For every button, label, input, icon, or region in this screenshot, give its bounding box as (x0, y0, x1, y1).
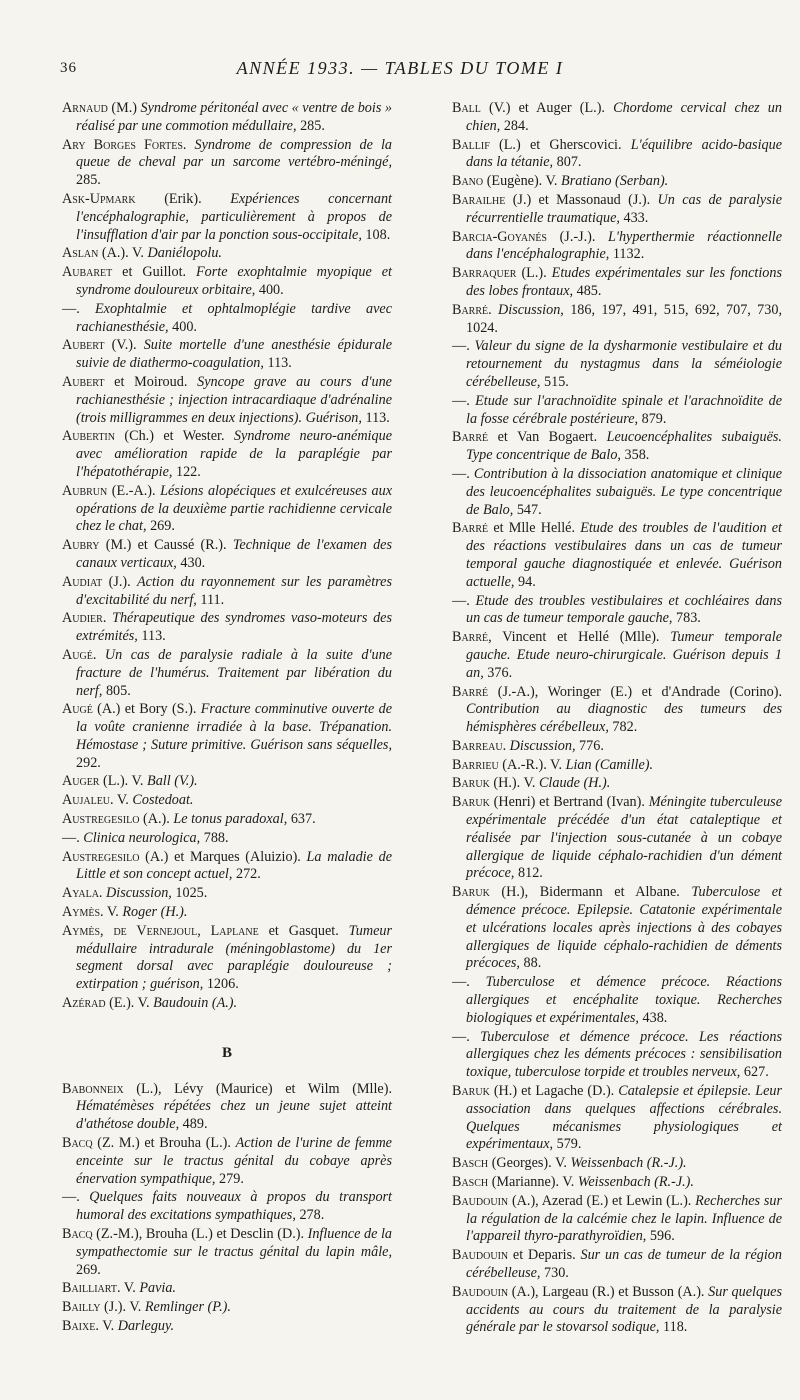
entry-connector: (V.) et Auger (L.). (480, 100, 614, 116)
index-entry (62, 483, 392, 536)
entry-title: Weissenbach (R.-J.). (570, 1155, 687, 1172)
entry-connector: (Z. M.) et Brouha (L.). (92, 1135, 236, 1152)
index-entry (62, 137, 392, 190)
index-entry (452, 100, 782, 136)
page-ref: 485. (573, 282, 602, 299)
entry-connector: et Moiroud. (104, 373, 198, 390)
page-ref: 776. (575, 737, 604, 754)
entry-connector: (L.) et Gherscovici. (489, 136, 631, 153)
page-ref: 358. (620, 447, 650, 464)
author-name: Basch (452, 1174, 489, 1191)
entry-title: Quelques faits nouveaux à propos du transport humoral des excitations sympathiques, (76, 1189, 392, 1224)
index-entry (452, 429, 782, 465)
page-ref: 376. (483, 664, 513, 681)
entry-connector: (A.) et Marques (Aluizio). (139, 848, 307, 865)
entry-title: Recherches sur la régulation de la calcémie chez le lapin. Influence de l'appareil thyro-parathyroïdien, (466, 1192, 782, 1245)
section-letter: B (221, 1044, 232, 1061)
running-head: ANNÉE 1933. — TABLES DU TOME I (236, 58, 564, 78)
page-number: 36 (60, 60, 77, 76)
index-entry (62, 811, 392, 829)
index-entry (452, 1284, 782, 1337)
author-name: Aubrun (62, 482, 108, 499)
author-name: Ask-Upmark (62, 190, 136, 207)
author-name: Barré (452, 520, 489, 537)
index-entry (62, 830, 392, 848)
entry-connector: (A.). V. (98, 245, 148, 262)
author-name: Baruk (452, 775, 490, 792)
entry-title: Le tonus paradoxal, (173, 811, 288, 828)
index-entry (62, 337, 392, 373)
page-ref: 186, 197, 491, 515, 692, 707, 730, 1024. (466, 301, 783, 336)
entry-connector: et Mlle Hellé. (488, 520, 581, 537)
index-entry (452, 1083, 782, 1154)
page-ref: 269. (146, 518, 175, 535)
index-entry (62, 100, 392, 136)
entry-connector: . (488, 301, 499, 318)
index-entry (62, 1226, 392, 1279)
entry-title: Discussion, (106, 885, 172, 902)
entry-connector: . V. (100, 904, 123, 921)
author-name: Aubert (62, 373, 105, 390)
index-entry (62, 1280, 392, 1298)
page-ref: 433. (619, 209, 649, 226)
author-name: Baudouin (452, 1192, 509, 1209)
entry-title: Tumeur médullaire intradurale (méningoblastome) du 1er segment dorsal avec paraplégie douloureuse ; extirpation ; guérison, (76, 922, 392, 993)
entry-title: Costedoat. (132, 792, 194, 809)
author-name: Bacq (62, 1226, 93, 1243)
entry-title: La maladie de Little et son concept actuel, (76, 848, 392, 883)
entry-title: L'hyperthermie réactionnelle dans l'encéphalographie, (466, 228, 783, 263)
entry-title: Action de l'urine de femme enceinte sur le tractus génital du cobaye après énervation sympathique, (76, 1135, 392, 1187)
entry-connector: (L.). (516, 265, 552, 282)
author-name: Barré (452, 301, 489, 318)
page-ref: 285. (296, 117, 325, 134)
index-entry (62, 885, 392, 903)
page-ref: 88. (519, 955, 542, 972)
author-name: Barrieu (452, 756, 499, 773)
index-entry (62, 610, 392, 646)
entry-connector: (J.) et Massonaud (J.). (505, 191, 658, 208)
entry-title: Ball (V.). (147, 773, 198, 790)
entry-connector: (J.-A.), Woringer (E.) et d'Andrade (Corino). (488, 683, 782, 700)
author-name: Bailliart (62, 1280, 117, 1297)
author-name: Ayala (62, 885, 99, 902)
entry-connector: . (92, 646, 105, 663)
entry-connector: (Marianne). V. (488, 1174, 578, 1191)
page-ref: 113. (361, 409, 390, 426)
entry-connector: (H.), Bidermann et Albane. (489, 884, 692, 901)
entry-connector: (A.), Largeau (R.) et Busson (A.). (508, 1283, 709, 1300)
author-name: Baudouin (452, 1247, 509, 1264)
author-name: Basch (452, 1155, 489, 1172)
author-name: Baixe (62, 1318, 96, 1334)
page-ref: 111. (196, 591, 225, 608)
entries-right (452, 100, 782, 1337)
index-entry (62, 923, 392, 994)
entry-title: Syndrome neuro-anémique avec amélioration rapide de la paraplégie par l'hépatothérapie, (76, 428, 392, 480)
page-ref: 122. (172, 463, 201, 480)
entry-connector: et Guillot. (112, 264, 196, 281)
index-entry (452, 1155, 782, 1173)
entry-title: Sur un cas de tumeur de la région cérébelleuse, (466, 1247, 782, 1281)
entry-connector: (L.), Lévy (Maurice) et Wilm (Mlle). (123, 1080, 392, 1097)
entry-connector: . (98, 885, 107, 902)
author-name: Aubertin (62, 428, 115, 445)
entry-title: Un cas de paralysie radiale à la suite d'une fracture de l'humérus. Traitement par libération du nerf, (76, 646, 393, 699)
index-entry (62, 191, 392, 244)
entry-connector: (H.) et Lagache (D.). (489, 1083, 619, 1100)
author-name: —. (452, 465, 470, 482)
index-entry (62, 1081, 392, 1134)
entry-connector (80, 1189, 90, 1205)
page-ref: 94. (514, 573, 536, 590)
index-entry (452, 738, 782, 756)
entry-connector: , Vincent et Hellé (Mlle). (488, 629, 671, 646)
entry-title: Etude des troubles de l'audition et des réactions vestibulaires dans un cas de tumeur temporal gauche diagnostiquée et enlevée. Guérison actuelle, (466, 520, 782, 590)
author-name: Ball (452, 100, 481, 116)
page-ref: 788. (200, 829, 229, 846)
author-name: Barreau (452, 737, 503, 754)
author-name: Azérad (62, 995, 106, 1012)
page-ref: 1132. (609, 246, 645, 263)
entry-title: Valeur du signe de la dysharmonie vestibulaire et du retournement du nystagmus dans la séméiologie cérébelleuse, (466, 338, 783, 390)
index-entry (452, 520, 782, 591)
entry-connector: (Henri) et Bertrand (Ivan). (489, 794, 649, 811)
index-entry (452, 338, 782, 391)
page-ref: 515. (540, 373, 569, 390)
entry-title: Suite mortelle d'une anesthésie épidurale suivie de diathermo-coagulation, (76, 337, 392, 372)
author-name: Austregesilo (62, 811, 140, 828)
entries-a (62, 100, 392, 1013)
index-entry (62, 1189, 392, 1225)
page-ref: 285. (76, 172, 101, 189)
author-name: Barraquer (452, 265, 517, 282)
author-name: Baruk (452, 794, 490, 811)
author-name: —. (452, 1028, 470, 1045)
entry-title: Darleguy. (117, 1318, 175, 1334)
index-entry (62, 374, 392, 427)
author-name: Barailhe (452, 191, 506, 208)
entry-connector: . V. (110, 792, 133, 809)
entry-title: Etudes expérimentales sur les fonctions des lobes frontaux, (466, 265, 782, 299)
author-name: Bano (452, 173, 484, 190)
entry-connector (80, 301, 95, 317)
author-name: Aubaret (62, 264, 113, 281)
index-entry (452, 302, 782, 338)
entry-connector: (J.). (102, 573, 137, 590)
author-name: Barcia-Goyanés (452, 228, 547, 245)
index-entry (452, 393, 782, 429)
page-ref: 269. (76, 1261, 101, 1278)
index-entry (62, 701, 392, 772)
index-entry (62, 849, 392, 885)
author-name: Aujaleu (62, 792, 111, 809)
page-ref: 782. (608, 719, 638, 736)
page-ref: 400. (255, 281, 284, 298)
entry-title: Discussion, (498, 301, 564, 318)
index-entry (62, 537, 392, 573)
entry-title: Claude (H.). (538, 775, 611, 792)
index-entry (62, 1318, 392, 1336)
entry-title: Action du rayonnement sur les paramètres d'excitabilité du nerf, (76, 573, 392, 608)
index-entry (62, 995, 392, 1013)
author-name: Babonneix (62, 1080, 124, 1097)
author-name: Audiat (62, 573, 103, 590)
entry-connector: (V.). (104, 337, 144, 354)
author-name: Austregesilo (62, 848, 140, 865)
page-ref: 1206. (203, 976, 239, 993)
index-entry (452, 775, 782, 793)
entry-title: Un cas de paralysie récurrentielle traumatique, (466, 191, 782, 226)
right-column (452, 100, 782, 1338)
entry-connector: (A.-R.). V. (498, 756, 566, 773)
page-ref: 113. (263, 355, 292, 372)
index-entry (452, 684, 782, 737)
entry-title: Sur quelques accidents au cours du traitement de la paralysie générale par le stovarsol sodique, (466, 1283, 782, 1336)
entry-title: Roger (H.). (122, 904, 188, 921)
entry-title: Fracture comminutive ouverte de la voûte cranienne irradiée à la base. Trépanation. Hémostase ; Suture primitive. Guérison sans séquelles, (76, 701, 392, 753)
entry-connector: (Ch.) et Wester. (114, 428, 234, 445)
entry-title: Tuberculose et démence précoce. Epilepsie. Catatonie expérimentale et ulcérations locales après injections à des cobayes allergiques de liquide céphalo-rachidien de déments précoces, (466, 884, 782, 972)
entry-connector: (Erik). (135, 190, 231, 207)
entries-b (62, 1081, 392, 1336)
entry-title: Tuberculose et démence précoce. Les réactions allergiques chez les déments précoces : sensibilisation toxique, tuberculose torpide et troubles nerveux, (466, 1028, 782, 1081)
entry-connector: (M.) et Caussé (R.). (99, 537, 233, 554)
page-ref: 113. (137, 628, 166, 645)
entry-connector: (A.), Azerad (E.) et Lewin (L.). (508, 1192, 696, 1209)
page-ref: 279. (215, 1170, 244, 1187)
entry-title: Etude des troubles vestibulaires et cochléaires dans un cas de tumeur temporale gauche, (466, 592, 783, 627)
author-name: Arnaud (M.) (62, 100, 137, 116)
entry-title: Tumeur temporale gauche. Etude neuro-chirurgicale. Guérison depuis 1 an, (466, 629, 782, 681)
author-name: —. (452, 592, 470, 609)
index-entry (452, 466, 782, 519)
entry-connector: (J.-J.). (547, 228, 609, 245)
page-ref: 430. (176, 554, 206, 571)
entry-title: Bratiano (Serban). (561, 173, 669, 190)
entry-title: Technique de l'examen des canaux verticaux, (76, 537, 392, 571)
author-name: Baudouin (452, 1283, 509, 1300)
page-ref: 812. (514, 865, 543, 882)
entry-connector: et Van Bogaert. (488, 429, 607, 446)
entry-title: Lian (Camille). (565, 756, 654, 773)
left-column (62, 100, 392, 1337)
author-name: —. (62, 1189, 80, 1206)
entry-connector: . (102, 610, 113, 627)
entry-title: Remlinger (P.). (144, 1299, 231, 1316)
entry-title: Contribution au diagnostic des tumeurs des hémisphères cérébelleux, (466, 701, 782, 736)
index-entry (62, 1135, 392, 1188)
entry-connector: (A.) et Bory (S.). (92, 701, 201, 718)
index-entry (62, 647, 392, 700)
author-name: Aubert (62, 337, 105, 354)
index-entry (452, 137, 782, 173)
author-name: Aymès (62, 904, 101, 921)
entry-connector (470, 1029, 480, 1045)
index-entry (62, 428, 392, 481)
page-ref: 627. (740, 1064, 769, 1081)
author-name: Augé (62, 701, 93, 718)
entry-connector: (Z.-M.), Brouha (L.) et Desclin (D.). (92, 1226, 308, 1243)
entry-title: Leucoencéphalites subaiguës. Type concentrique de Balo, (466, 429, 782, 464)
author-name: —. (62, 829, 80, 846)
entry-title: Méningite tuberculeuse expérimentale précédée d'un état cataleptique et réalisée par l'injection sous-cutanée à un cobaye allergique de liquide céphalo-rachidien d'un dément précoce, (466, 794, 782, 882)
entry-connector (470, 974, 486, 990)
index-entry (452, 884, 782, 973)
author-name: Bacq (62, 1135, 93, 1152)
page-ref: 108. (361, 226, 391, 243)
entry-title: Syncope grave au cours d'une rachianesthésie ; injection intracardiaque d'adrénaline (trois milligrammes en deux injections). Guérison, (76, 373, 392, 426)
page-ref: 730. (540, 1265, 569, 1281)
index-entry (62, 574, 392, 610)
index-entry (452, 1029, 782, 1082)
page-ref: 118. (659, 1319, 688, 1336)
page-ref: 596. (646, 1228, 675, 1245)
page-ref: 807. (553, 154, 582, 171)
index-entry (452, 192, 782, 228)
entry-title: Syndrome péritonéal avec « ventre de bois » réalisé par une commotion médullaire, (76, 100, 393, 134)
index-entry (62, 792, 392, 810)
page-ref: 783. (672, 610, 701, 627)
author-name: Bailly (62, 1299, 101, 1316)
index-entry (452, 593, 782, 629)
entry-connector: . (502, 737, 510, 754)
entry-title: Pavia. (139, 1280, 176, 1297)
author-name: Aubry (62, 537, 100, 554)
entry-title: Chordome cervical chez un chien, (466, 100, 782, 134)
index-entry (452, 265, 782, 301)
page-ref: 292. (76, 754, 101, 771)
index-entry (452, 229, 782, 265)
entry-connector: . V. (95, 1318, 118, 1334)
entry-title: Clinica neurologica, (83, 829, 201, 846)
entry-connector: (H.). V. (489, 775, 539, 792)
author-name: —. (452, 392, 470, 409)
page-ref: 579. (553, 1136, 582, 1153)
index-entry (452, 794, 782, 883)
index-entry (452, 173, 782, 191)
index-entry (62, 264, 392, 300)
index-entry (62, 904, 392, 922)
page-ref: 1025. (171, 885, 208, 902)
author-name: Auger (62, 773, 100, 790)
entry-title: L'équilibre acido-basique dans la tétanie, (466, 136, 783, 171)
entry-connector: (Eugène). V. (483, 173, 562, 190)
index-entry (62, 773, 392, 791)
author-name: Ary Borges Fortes (62, 136, 183, 153)
author-name: Aymès, de Vernejoul, Laplane (62, 922, 259, 939)
index-entry (452, 1174, 782, 1192)
entry-title: Exophtalmie et ophtalmoplégie tardive avec rachianesthésie, (76, 300, 392, 335)
author-name: Augé (62, 646, 93, 663)
author-name: Ballif (452, 136, 490, 153)
entry-connector: . (182, 136, 195, 153)
author-name: Baruk (452, 1083, 490, 1100)
entry-title: Weissenbach (R.-J.). (577, 1174, 694, 1191)
entry-connector: et Gasquet. (258, 922, 349, 939)
page-ref: 400. (168, 318, 197, 335)
entry-connector: et Deparis. (508, 1247, 581, 1264)
entry-title: Lésions alopéciques et exulcéreuses aux opérations de la deuxième partie rachidienne cervicale chez le chat, (76, 482, 392, 535)
author-name: —. (452, 974, 470, 991)
index-entry (452, 629, 782, 682)
page-ref: 637. (287, 811, 316, 828)
index-entry (452, 1193, 782, 1246)
entry-title: Expériences concernant l'encéphalographie, particulièrement à propos de l'insufflation d'air par la ponction sous-occipitale, (76, 190, 392, 243)
entry-title: Syndrome de compression de la queue de cheval par un sarcome vertébro-méningé, (76, 136, 392, 171)
page-ref: 272. (232, 866, 261, 883)
page-ref: 489. (179, 1116, 208, 1133)
entry-title: Tuberculose et démence précoce. Réactions allergiques et encéphalite toxique. Recherches biologiques et expérimentales, (466, 974, 782, 1026)
entry-connector: (E.). V. (105, 995, 154, 1012)
author-name: —. (62, 300, 80, 317)
entry-title: Catalepsie et épilepsie. Leur association dans quelques affections cérébrales. Quelques mécanismes physiologiques et expérimentaux, (466, 1083, 782, 1153)
entry-title: Etude sur l'arachnoïdite spinale et l'arachnoïdite de la fosse cérébrale postérieure, (466, 392, 782, 427)
index-entry (62, 245, 392, 263)
entry-title: Baudouin (A.). (153, 995, 238, 1012)
index-entry (62, 1299, 392, 1317)
page-ref: 438. (638, 1009, 668, 1026)
author-name: Barré (452, 683, 489, 700)
entry-connector: (E.-A.). (107, 482, 161, 499)
page-ref: 879. (638, 410, 667, 427)
page-ref: 547. (513, 501, 542, 518)
page-ref: 284. (500, 117, 529, 134)
index-entry (452, 757, 782, 775)
page-ref: 278. (295, 1207, 325, 1224)
author-name: Barré (452, 429, 489, 446)
entry-title: Forte exophtalmie myopique et syndrome douloureux orbitaire, (76, 264, 392, 298)
author-name: Barré (452, 629, 489, 646)
page-ref: 805. (102, 682, 131, 699)
entry-connector: (J.). V. (100, 1299, 145, 1316)
index-entry (452, 974, 782, 1027)
entry-title: Hématémèses répétées chez un jeune sujet atteint d'athétose double, (76, 1098, 392, 1133)
author-name: Baruk (452, 884, 490, 901)
entry-connector: (A.). (139, 811, 174, 828)
entry-connector: (Georges). V. (488, 1155, 571, 1172)
index-entry (452, 1247, 782, 1283)
entry-title: Discussion, (509, 737, 576, 754)
author-name: Aslan (62, 245, 99, 262)
entry-title: Contribution à la dissociation anatomique et clinique des leucoencéphalites subaiguës. Le type concentrique de Balo, (466, 465, 782, 518)
entry-title: Influence de la sympathectomie sur le tractus génital du lapin mâle, (76, 1226, 392, 1260)
entry-connector: (L.). V. (99, 773, 148, 790)
entry-title: Daniélopolu. (147, 245, 222, 262)
entry-connector: . V. (116, 1280, 140, 1297)
index-entry (62, 301, 392, 337)
entry-title: Thérapeutique des syndromes vaso-moteurs des extrémités, (76, 610, 393, 645)
author-name: —. (452, 338, 470, 355)
author-name: Audier (62, 610, 103, 627)
